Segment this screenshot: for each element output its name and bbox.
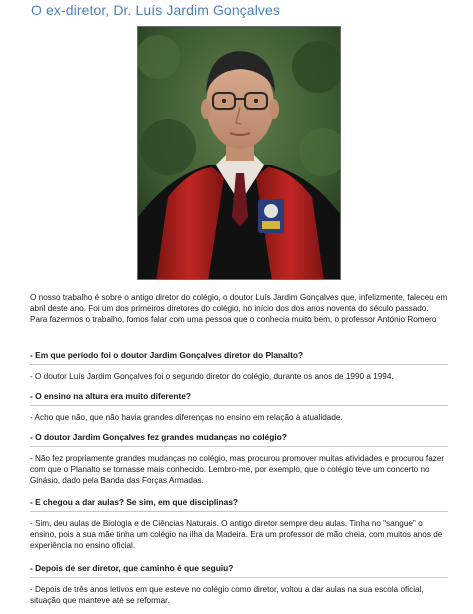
answer-3: - Não fez propriamente grandes mudanças no colégio, mas procurou promover muitas atividades e procurou fazer com que o Planalto se tornasse mais conhecido. Lembro-me, por exemplo, que o colégio teve um concerto no Ginásio, dado pela Banda das Forças Armadas. [30,454,445,485]
question-4: - E chegou a dar aulas? Se sim, em que disciplinas? [30,497,239,507]
answer-2: - Acho que não, que não havia grandes diferenças no ensino em relação à atualidade. [30,413,343,422]
question-2: - O ensino na altura era muito diferente? [30,391,192,401]
divider [30,446,448,447]
intro-paragraph: O nosso trabalho é sobre o antigo diretor do colégio, o doutor Luís Jardim Gonçalves que, infelizmente, faleceu em abril deste ano. Foi um dos primeiros diretores do colégio, no início dos dos anos noventa do século passado. Para fazermos o trabalho, fomos falar com uma pessoa que o conhecia muito bem, o professor António Romero [30,293,448,324]
answer-1: - O doutor Luís Jardim Gonçalves foi o segundo diretor do colégio, durante os anos de 1990 a 1994. [30,372,394,381]
question-1: - Em que período foi o doutor Jardim Gonçalves diretor do Planalto? [30,350,304,360]
divider [30,511,448,512]
divider [30,364,448,365]
divider [30,405,448,406]
divider [30,577,448,578]
page-title: O ex-diretor, Dr. Luís Jardim Gonçalves [31,2,280,18]
question-5: - Depois de ser diretor, que caminho é que seguiu? [30,563,234,573]
answer-4: - Sim, deu aulas de Biologia e de Ciências Naturais. O antigo diretor sempre deu aulas. Tinha no "sangue" o ensino, pois a sua mãe tinha um colégio na ilha da Madeira. Era um professor de mão cheia, com muitos anos de experiência no ensino oficial. [30,519,443,550]
portrait-illustration [138,27,341,280]
question-3: - O doutor Jardim Gonçalves fez grandes mudanças no colégio? [30,432,287,442]
portrait-photo [137,26,341,280]
answer-5: - Depois de três anos letivos em que esteve no colégio como diretor, voltou a dar aulas na sua escola oficial, situação que manteve até se reformar. [30,585,424,605]
